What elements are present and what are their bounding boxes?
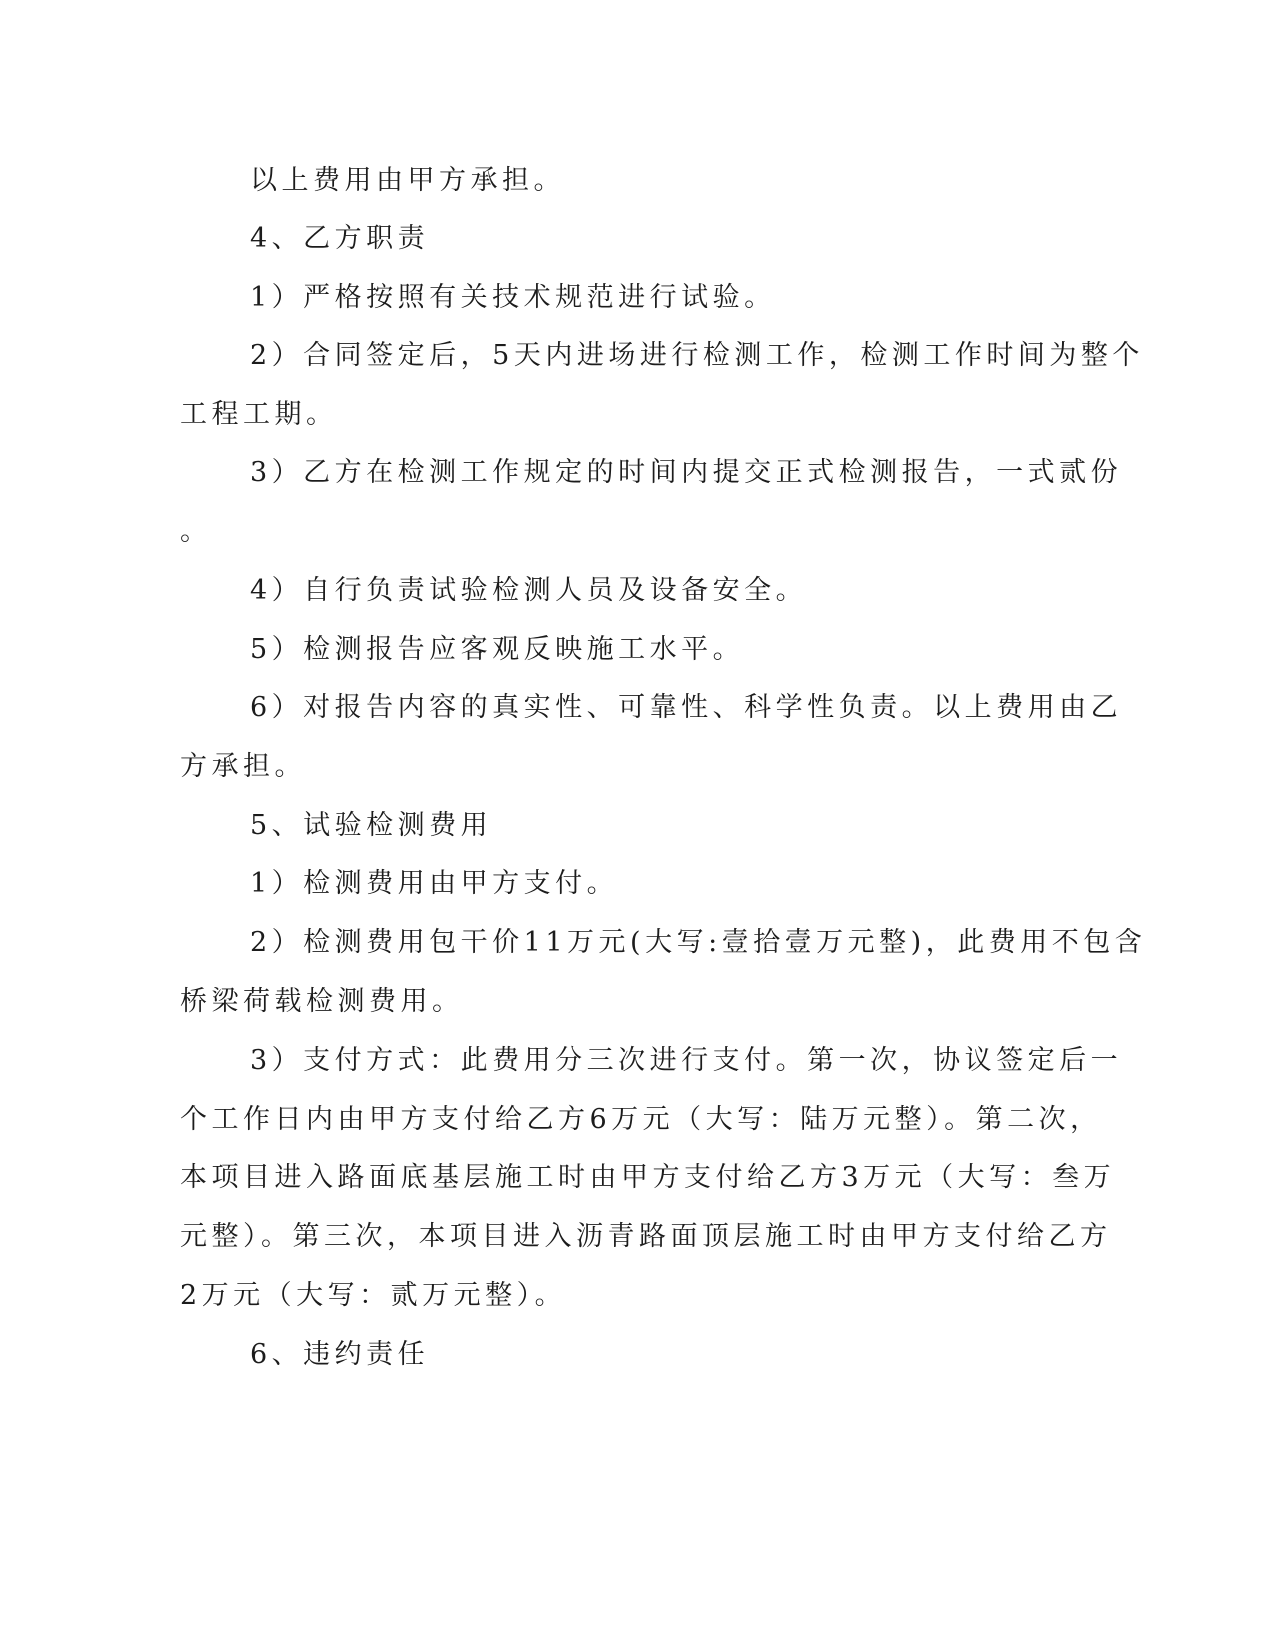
paragraph-line: 2）合同签定后，5天内进场进行检测工作，检测工作时间为整个	[250, 340, 1144, 371]
paragraph-line: 元整）。第三次，本项目进入沥青路面顶层施工时由甲方支付给乙方	[180, 1221, 1112, 1252]
paragraph-line: 3）支付方式：此费用分三次进行支付。第一次，协议签定后一	[250, 1045, 1123, 1076]
paragraph-line: 1）检测费用由甲方支付。	[250, 868, 619, 899]
paragraph-line: 2）检测费用包干价11万元(大写:壹拾壹万元整)，此费用不包含	[250, 927, 1147, 958]
section-heading: 4、乙方职责	[250, 223, 430, 254]
paragraph-line: 。	[180, 516, 212, 547]
paragraph-line: 6）对报告内容的真实性、可靠性、科学性负责。以上费用由乙	[250, 692, 1123, 723]
paragraph-line: 3）乙方在检测工作规定的时间内提交正式检测报告，一式贰份	[250, 457, 1123, 488]
paragraph-line: 工程工期。	[180, 399, 338, 430]
section-heading: 6、违约责任	[250, 1339, 430, 1370]
paragraph-line: 4）自行负责试验检测人员及设备安全。	[250, 575, 808, 606]
paragraph-line: 1）严格按照有关技术规范进行试验。	[250, 282, 776, 313]
paragraph-line: 个工作日内由甲方支付给乙方6万元（大写：陆万元整）。第二次，	[180, 1104, 1102, 1135]
paragraph-line: 方承担。	[180, 751, 306, 782]
paragraph-line: 桥梁荷载检测费用。	[180, 986, 464, 1017]
section-heading: 5、试验检测费用	[250, 810, 493, 841]
paragraph-line: 本项目进入路面底基层施工时由甲方支付给乙方3万元（大写：叁万	[180, 1162, 1116, 1193]
paragraph-line: 以上费用由甲方承担。	[250, 165, 565, 196]
paragraph-line: 5）检测报告应客观反映施工水平。	[250, 634, 745, 665]
paragraph-line: 2万元（大写：贰万元整）。	[180, 1280, 567, 1311]
